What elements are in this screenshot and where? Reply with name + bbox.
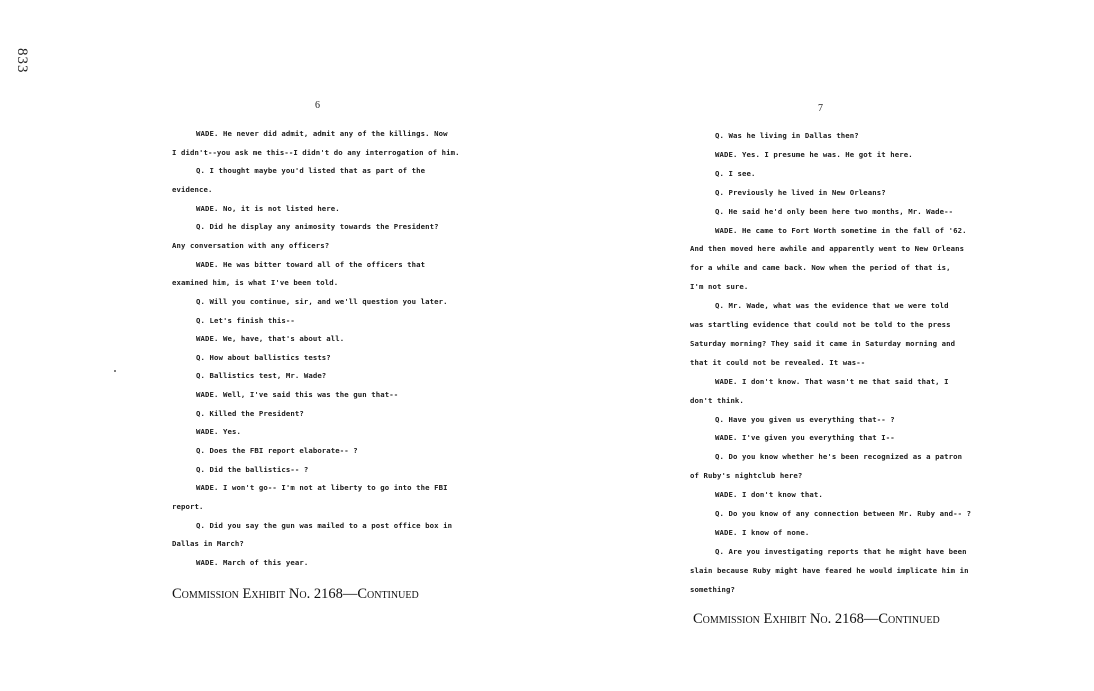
transcript-line: Q. Ballistics test, Mr. Wade? [196,371,327,381]
transcript-line: WADE. No, it is not listed here. [196,203,340,213]
transcript-line: WADE. I don't know that. [715,490,823,500]
transcript-line: of Ruby's nightclub here? [690,471,803,481]
transcript-line: WADE. Well, I've said this was the gun that-- [196,390,399,400]
transcript-line: WADE. We, have, that's about all. [196,334,345,344]
transcript-line: slain because Ruby might have feared he would implicate him in [690,565,969,575]
transcript-line: Q. Killed the President? [196,408,304,418]
right-exhibit-caption: Commission Exhibit No. 2168—Continued [693,611,940,627]
transcript-line: something? [690,584,735,594]
transcript-line: WADE. March of this year. [196,557,309,567]
transcript-line: I'm not sure. [690,282,749,292]
transcript-line: Q. Mr. Wade, what was the evidence that we were told [715,301,949,311]
transcript-line: don't think. [690,395,744,405]
transcript-line: for a while and came back. Now when the period of that is, [690,263,951,273]
left-exhibit-caption: Commission Exhibit No. 2168—Continued [172,586,419,602]
transcript-line: Q. Did you say the gun was mailed to a post office box in [196,520,453,530]
scan-speck [114,370,116,372]
transcript-line: Any conversation with any officers? [172,240,330,250]
transcript-line: Q. He said he'd only been here two months, Mr. Wade-- [715,206,954,216]
transcript-line: WADE. I've given you everything that I-- [715,433,895,443]
transcript-line: Q. Was he living in Dallas then? [715,131,859,140]
transcript-line: Q. Do you know whether he's been recognized as a patron [715,452,963,462]
transcript-line: Q. Did he display any animosity towards the President? [196,222,439,232]
transcript-line: Saturday morning? They said it came in Saturday morning and [690,338,956,348]
transcript-line: Q. Previously he lived in New Orleans? [715,187,886,197]
transcript-line: WADE. Yes. [196,427,241,437]
transcript-line: WADE. I won't go-- I'm not at liberty to go into the FBI [196,483,448,493]
transcript-line: evidence. [172,184,213,194]
transcript-line: Q. Does the FBI report elaborate-- ? [196,446,358,456]
transcript-line: Q. Do you know of any connection between Mr. Ruby and-- ? [715,509,972,518]
transcript-line: Q. Will you continue, sir, and we'll question you later. [196,296,448,306]
transcript-line: WADE. I don't know. That wasn't me that said that, I [715,376,949,386]
transcript-line: WADE. Yes. I presume he was. He got it here. [715,149,913,159]
left-page-number: 6 [315,100,320,111]
transcript-line: Q. I thought maybe you'd listed that as part of the [196,166,426,176]
transcript-line: Q. Did the ballistics-- ? [196,464,309,474]
right-page-number: 7 [818,103,823,114]
side-page-number: 833 [14,48,30,74]
transcript-line: Q. Let's finish this-- [196,315,295,325]
transcript-line: WADE. He came to Fort Worth sometime in the fall of '62. [715,225,967,235]
transcript-line: Q. Are you investigating reports that he might have been [715,546,967,556]
transcript-line: WADE. He never did admit, admit any of the killings. Now [196,129,448,138]
transcript-line: Q. How about ballistics tests? [196,352,331,362]
transcript-line: Dallas in March? [172,539,244,549]
transcript-line: that it could not be revealed. It was-- [690,357,866,367]
transcript-line: WADE. He was bitter toward all of the officers that [196,259,426,269]
transcript-line: And then moved here awhile and apparently went to New Orleans [690,244,965,254]
transcript-line: Q. Have you given us everything that-- ? [715,414,895,424]
transcript-line: report. [172,502,204,511]
transcript-line: was startling evidence that could not be told to the press [690,320,951,329]
transcript-line: examined him, is what I've been told. [172,278,339,288]
transcript-line: Q. I see. [715,168,756,178]
transcript-line: I didn't--you ask me this--I didn't do any interrogation of him. [172,147,460,157]
transcript-line: WADE. I know of none. [715,527,810,537]
